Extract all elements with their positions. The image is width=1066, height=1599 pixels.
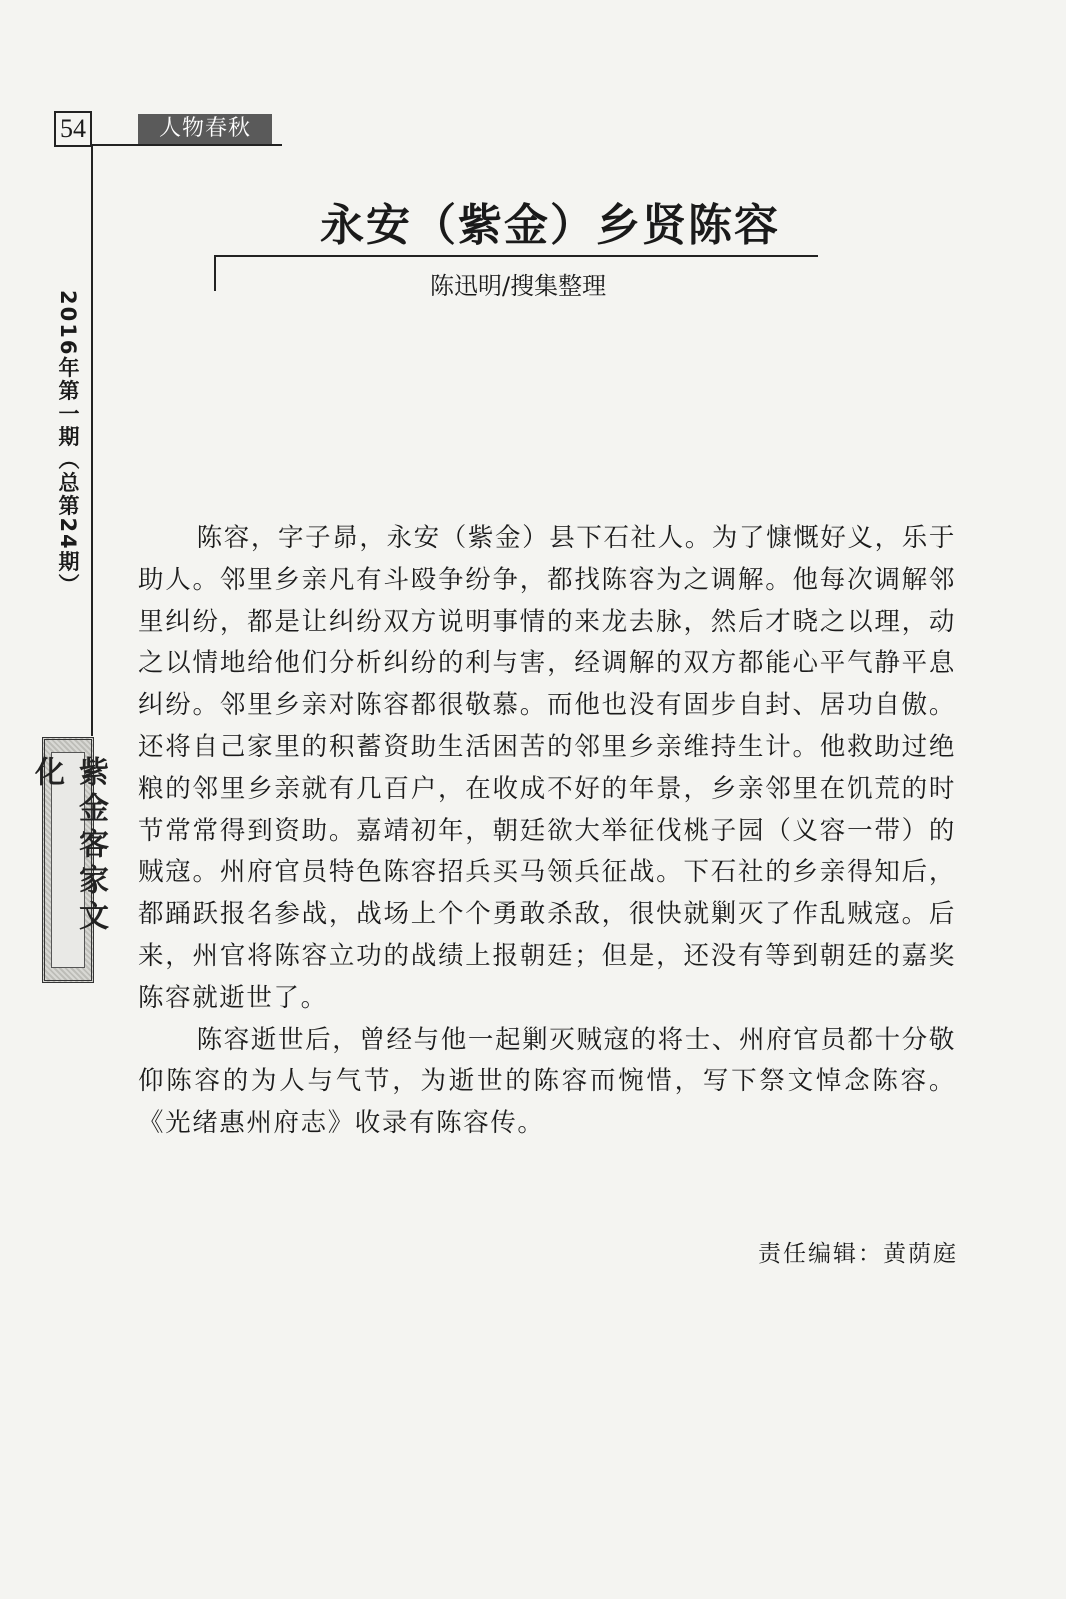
journal-seal (29, 737, 108, 983)
article-title: 永安（紫金）乡贤陈容 (320, 200, 780, 251)
page-number: 54 (54, 111, 92, 147)
header-rule (92, 144, 282, 146)
section-badge: 人物春秋 (138, 114, 272, 144)
journal-seal-text: 紫金客家文化 (29, 756, 108, 936)
article-body (138, 518, 956, 1145)
title-rule-vertical (214, 255, 216, 291)
editor-credit: 责任编辑：黄荫庭 (758, 1241, 958, 1267)
byline: 陈迅明/搜集整理 (430, 272, 607, 300)
title-rule (214, 255, 818, 257)
paragraph-1: 陈容，字子昴，永安（紫金）县下石社人。为了慷慨好义，乐于助人。邻里乡亲凡有斗殴争纷争，都找陈容为之调解。他每次调解邻里纠纷，都是让纠纷双方说明事情的来龙去脉，然后才晓之以理，动之以情地给他们分析纠纷的利与害，经调解的双方都能心平气静平息纠纷。邻里乡亲对陈容都很敬慕。而他也没有固步自封、居功自傲。还将自己家里的积蓄资助生活困苦的邻里乡亲维持生计。他救助过绝粮的邻里乡亲就有几百户，在收成不好的年景，乡亲邻里在饥荒的时节常常得到资助。嘉靖初年，朝廷欲大举征伐桃子园（义容一带）的贼寇。州府官员特色陈容招兵买马领兵征战。下石社的乡亲得知后，都踊跃报名参战，战场上个个勇敢杀敌，很快就剿灭了作乱贼寇。后来，州官将陈容立功的战绩上报朝廷；但是，还没有等到朝廷的嘉奖陈容就逝世了。 (138, 523, 956, 1013)
margin-rule (91, 146, 93, 736)
paragraph-2: 陈容逝世后，曾经与他一起剿灭贼寇的将士、州府官员都十分敬仰陈容的为人与气节，为逝世的陈容而惋惜，写下祭文悼念陈容。《光绪惠州府志》收录有陈容传。 (138, 1024, 956, 1139)
issue-info: 2016年第一期（总第24期） (56, 290, 80, 597)
